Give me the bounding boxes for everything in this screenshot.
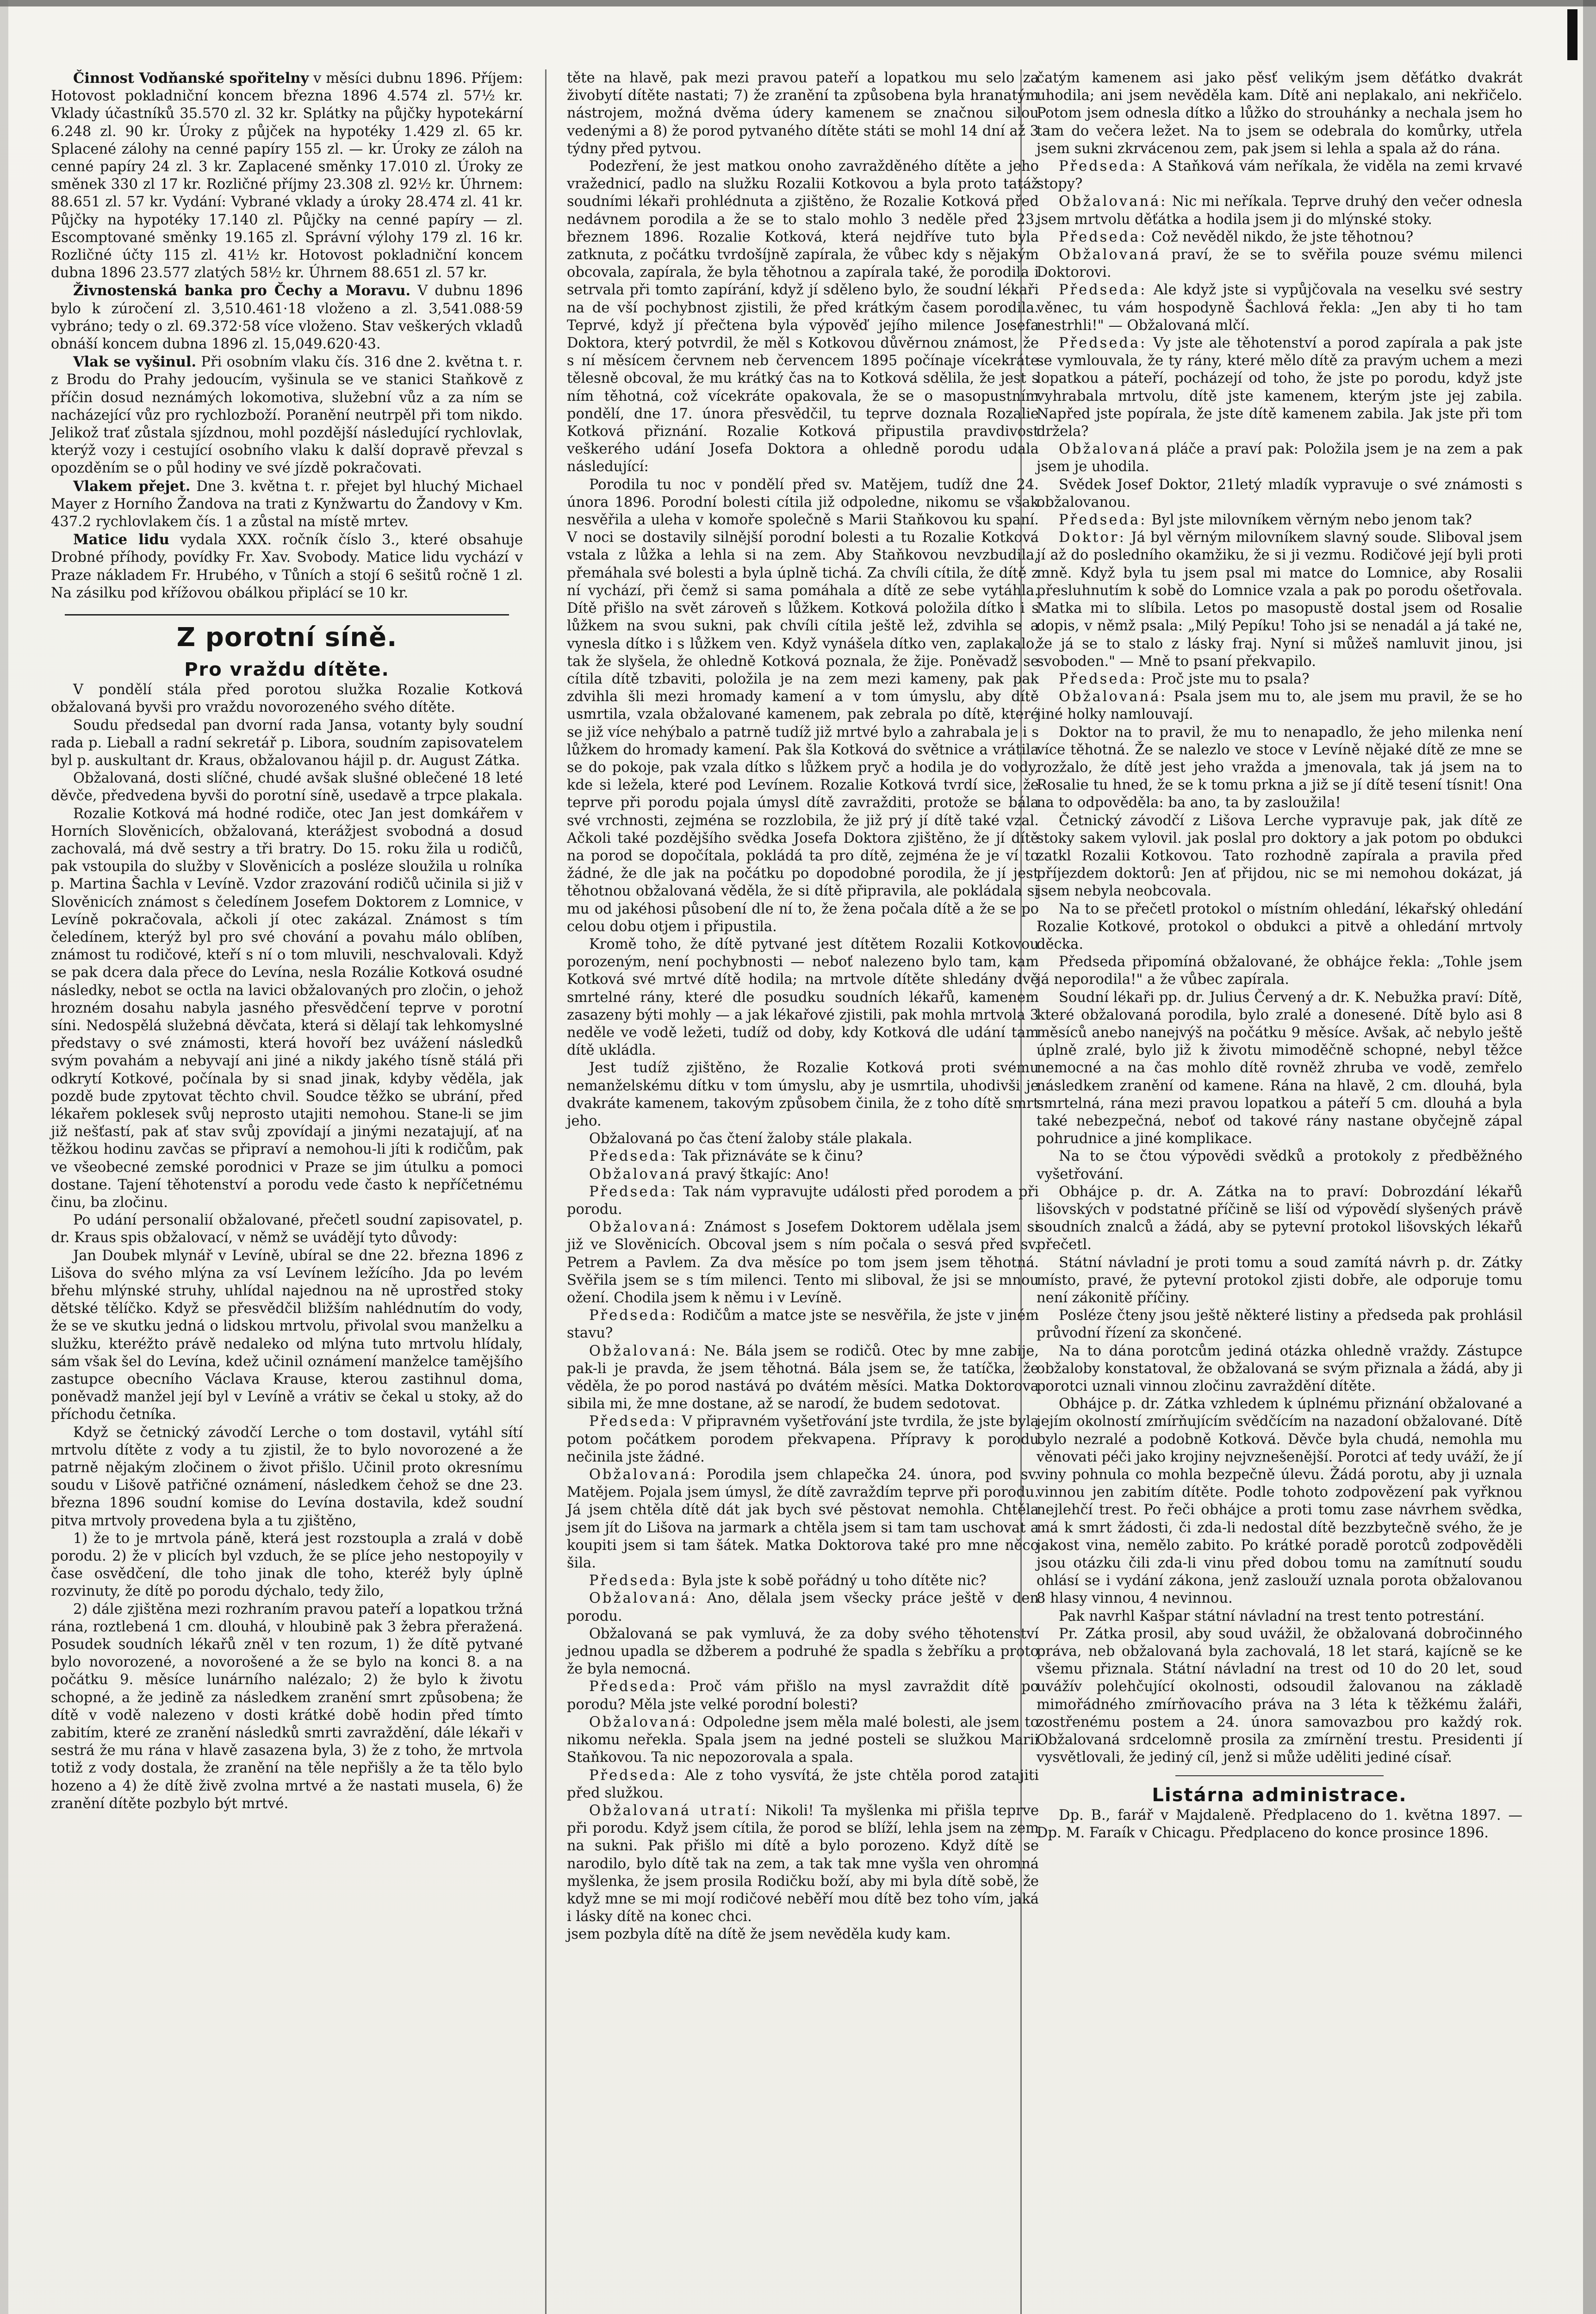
dialogue-line: Obžalovaná: Známost s Josefem Doktorem udělala jsem si již ve Slověnicích. Obcoval jsem s ním počala o sesvá před sv. Petrem a Pavlem. Za dva měsíce po tom jsem jsem těhotná. Svěřila jsem se s tím milenci. Tento mi sliboval, že jsi se mnou ožení. Chodila jsem k němu i v Levíně. xyxy=(567,1219,1039,1306)
court-paragraph: Svědek Josef Doktor, 21letý mladík vypravuje o své známosti s obžalovanou. xyxy=(1037,476,1522,510)
dialogue-line: Předseda: Tak přiznáváte se k činu? xyxy=(589,1148,863,1165)
court-paragraph: Obžalovaná po čas čtení žaloby stále plakala. xyxy=(589,1131,913,1147)
court-paragraph: Podezření, že jest matkou onoho zavražděného dítěte a jeho vražednicí, padlo na služku Rozalii Kotkovou a byla proto tatáž soudními lékaři prohlédnuta a zjištěno, že Rozalie Kotková před nedávnem porodila a že se to stalo mohlo 3 neděle před 23. březnem 1896. Rozalie Kotková, která nejdříve tuto byla zatknuta, z počátku tvrdošíjně zapírala, že vůbec kdy s nějakým obcovala, zapírala, že byla těhotnou a zapírala také, že porodila i setrvala při tomto zapírání, když jí sděleno bylo, že soudní lékaři na de vší pochybnost zjistili, že před krátkým časem porodila. Teprvé, když jí přečtena byla výpověď jejího milence Josefa Doktora, který potvrdil, že měl s Kotkovou důvěrnou známost, že s ní měsícem červnem neb červencem 1895 počínaje vícekráte tělesně obcoval, že mu krátký čas na to Kotková sdělila, že jest s ním těhotná, což vícekráte opakovala, že se o masopustním pondělí, dne 17. února přesvědčil, tu teprve doznala Rozalie Kotková přiznání. Rozalie Kotková připustila pravdivost veškerého udání Josefa Doktora a ohledně porodu udala následující: xyxy=(567,158,1039,475)
court-paragraph: čatým kamenem asi jako pěsť velikým jsem děťátko dvakrát uhodila; ani jsem nevěděla kam. Dítě ani neplakalo, ani nekřičelo. Potom jsem odnesla dítko a lůžko do strouhánky a nechala jsem ho tam do večera ležet. Na to jsem se odebrala do komůrky, utřela jsem sukni zkrvácenou zem, pak jsem si lehla a spala až do rána. xyxy=(1037,70,1522,157)
column-1 xyxy=(51,69,523,1813)
dialogue-line: Obžalovaná: Ano, dělala jsem všecky práce ještě v den porodu. xyxy=(567,1590,1039,1624)
news-trade-bank: Živnostenská banka pro Čechy a Moravu. V dubnu 1896 bylo k zúročení zl. 3,510.461·18 vloženo a zl. 3,541.088·59 vybráno; tedy o zl. 69.372·58 více vloženo. Stav veškerých vkladů obnáší koncem dubna 1896 zl. 15,049.620·43. xyxy=(51,282,523,353)
court-paragraph: Na to se přečetl protokol o místním ohledání, lékařský ohledání Rozalie Kotkové, protokol o obdukci a pitvě a ohledání mrtvoly děcka. xyxy=(1037,901,1522,952)
section-divider xyxy=(1175,1775,1384,1776)
court-paragraph: Jest tudíž zjištěno, že Rozalie Kotková proti svému nemanželskému dítku v tom úmyslu, aby je usmrtila, uhodivši je dvakráte kamenem, takovým způsobem činila, že z toho dítě smrt jeho. xyxy=(567,1060,1039,1129)
scan-marker xyxy=(1567,9,1577,60)
court-paragraph: Státní návladní je proti tomu a soud zamítá návrh p. dr. Zátky místo, pravé, že pytevní protokol zjisti dobře, ale odporuje tomu není zákonitě příčiny. xyxy=(1037,1254,1522,1306)
dialogue-line: Předseda: Což nevěděl nikdo, že jste těhotnou? xyxy=(1059,229,1414,245)
dialogue-line: Předseda: Ale když jste si vypůjčovala na veselku své sestry věnec, tu vám hospodyně Šachlová řekla: „Jen aby ti ho tam nestrhli!" — Obžalovaná mlčí. xyxy=(1037,282,1522,334)
dialogue-line: Předseda: V připravném vyšetřování jste tvrdila, že jste byla potom počátkem porodem překvapena. Přípravy k porodu nečinila jste žádné. xyxy=(567,1413,1039,1465)
court-paragraph: Obhájce p. dr. Zátka vzhledem k úplnému přiznání obžalované a jejím okolností zmírňujícím svědčícím na nazadoní obžalované. Dítě bylo nezralé a podobně Kotková. Děvče byla chudá, nemohla mu věnovati péči jako krojiny nejvznešenější. Porotci ať tedy uváží, že jí viny pohnula co mohla bezpečně úlevu. Žádá porotu, aby ji uznala vinnou jen zabitím dítěte. Podle tohoto zodpovězení pak vyřknou nejlehčí trest. Po řeči obhájce a proti tomu zase návrhem svědka, má k smrt žádosti, či zda-li nedostal dítě bezzbytečně svého, že je jakost vina, nemělo zabito. Po krátké poradě porotců zodpověděli jsou otázku čili zda-li vinu před dobou tomu na zamítnutí soudu ohlásí se i vydání zákona, jenž zaslouží uznala porota obžalovanou 8 hlasy vinnou, 4 nevinnou. xyxy=(1037,1396,1522,1607)
court-paragraph: Soudu předsedal pan dvorní rada Jansa, votanty byly soudní rada p. Lieball a radní sekretář p. Libora, soudním zapisovatelem byl p. auskultant dr. Kraus, obžalovanou hájil p. dr. August Zátka. xyxy=(51,717,523,769)
court-paragraph: Jan Doubek mlynář v Levíně, ubíral se dne 22. března 1896 z Lišova do svého mlýna za vsí Levínem ležícího. Jda po levém břehu mlýnské struhy, uhlídal najednou na ně uprostřed stoky dětské tělíčko. Když se přesvědčil bližším nahlédnutím do vody, že se ve skutku jedná o lidskou mrtvolu, přivolal svou manželku a služku, kteréžto právě nedaleko od mlýna tuto mrtvolu hlídaly, sám však šel do Levína, kdež učinil oznámení manželce tamějšího zastupce obecního Václava Krause, kterou zastihnul doma, poněvadž manžel její byl v Levíně a vrátiv se čekal u stoky, až do příchodu četníka. xyxy=(51,1247,523,1423)
article-heading: Pro vraždu dítěte. xyxy=(184,659,390,681)
court-paragraph: Posléze čteny jsou ještě některé listiny a předseda pak prohlásil průvodní řízení za skončené. xyxy=(1037,1307,1522,1342)
court-paragraph: těte na hlavě, pak mezi pravou pateří a lopatkou mu selo za živobytí dítěte nastati; 7) že zranění ta způsobena byla hranatým nástrojem, možná dvěma údery kamenem se značnou silou vedenými a 8) že porod pytvaného dítěte státi se mohl 14 dní až 3 týdny před pytvou. xyxy=(567,70,1039,157)
court-paragraph: Pak navrhl Kašpar státní návladní na trest tento potrestání. xyxy=(1059,1608,1485,1624)
dialogue-line: Předseda: Proč vám přišlo na mysl zavraždit dítě po porodu? Měla jste velké porodní bolesti? xyxy=(567,1679,1039,1713)
news-train-derail: Vlak se vyšinul. Při osobním vlaku čís. 316 dne 2. května t. r. z Brodu do Prahy jedoucím, vyšinula se ve stanici Staňkově z příčin dosud neznámých lokomotiva, služební vůz a za ním se nacházející vůz pro rychlozboží. Poranění neutrpěl při tom nikdo. Jelikož trať zůstala sjízdnou, mohl pozdější následující rychlovlak, kterýž vozy i cestující osobního vlaku k další dopravě převzal s opozděním se o půl hodiny ve své jízdě pokračovati. xyxy=(51,354,523,477)
court-paragraph: Porodila tu noc v pondělí před sv. Matějem, tudíž dne 24. února 1896. Porodní bolesti cítila již odpoledne, nikomu se však nesvěřila a uleha v komoře společně s Marii Staňkovou ku spaní. V noci se dostavily silnější porodní bolesti a tu Rozalie Kotková vstala z lůžka a lehla si na zem. Aby Staňkovou nevzbudila, přemáhala své bolesti a byla úplně tichá. Za chvíli cítila, že dítě z ní vychází, při čemž si sama pomáhala a dítě ze sebe vytáhla. Dítě přišlo na svět zároveň s lůžkem. Kotková položila dítko i s lůžkem na svou sukni, pak chvíli cítila ještě lež, zdvihla se a vynesla dítko i s lůžkem ven. Když vynášela dítko ven, zaplakalo, tak že slyšela, že ohledně Kotková poznala, že žije. Poněvadž se cítila dítě tzbaviti, položila je na zem mezi kameny, pak pak zdvihla šli mezi hromady kamení a v tom úmyslu, aby dítě usmrtila, vzala obžalované kamenem, pak zebrala po dítě, které se již více nehýbalo a patrně tudíž již mrtvé bylo a zahrabala je i s lůžkem do hromady kamení. Pak šla Kotková do světnice a vrátila se do pokoje, pak vzala dítko s lůžkem pryč a hodila je do vody, kde si ležela, které pod Levínem. Rozalie Kotková tvrdí sice, že teprve při porodu pojala úmysl dítě zavražditi, protože se bála své vrchnosti, zejména se rozzlobila, že již prý jí dítě také vzal. Ačkoli také pozdějšího svědka Josefa Doktora zjištěno, že jí dítě na porod se dopočítala, pokládá ta pro dítě, zejména že je ví to žádné, že dle jak na počátku po dopodobné porodila, že jí jest těhotnou obžalovaná věděla, že si dítě připravila, ale pokládala si mu od jakéhosi působení dle ní to, že žena počala dítě a že se po celou dobu otjem i připustila. xyxy=(567,476,1039,935)
dialogue-line: Obžalovaná pravý štkajíc: Ano! xyxy=(589,1166,830,1182)
dialogue-line: Obžalovaná pláče a praví pak: Položila jsem je na zem a pak jsem je uhodila. xyxy=(1037,441,1522,475)
court-paragraph: Na to se čtou výpovědi svědků a protokoly z předběžného vyšetřování. xyxy=(1037,1148,1522,1182)
court-paragraph: Předseda připomíná obžalované, že obhájce řekla: „Tohle jsem já neporodila!" a že vůbec zapírala. xyxy=(1037,954,1522,988)
court-paragraph: Obžalovaná se pak vymluvá, že za doby svého těhotenství jednou upadla se džberem a podruhé že spadla s žebříku a proto že byla nemocná. xyxy=(567,1625,1039,1678)
news-train-accident: Vlakem přejet. Dne 3. května t. r. přejet byl hluchý Michael Mayer z Horního Žandova na trati z Kynžwartu do Žandovy v Km. 437.2 rychlovlakem čís. 1 a zůstal na místě mrtev. xyxy=(51,478,523,530)
court-paragraph: 1) že to je mrtvola páně, která jest rozstoupla a zralá v době porodu. 2) že v plicích byl vzduch, že se plíce jeho nestopoyily v čase osvědčení, dle toho jinak dle toho, kteréž byly úplně rozvinuty, že dítě po porodu dýchalo, tedy žilo, xyxy=(51,1530,523,1600)
court-paragraph: V pondělí stála před porotou služka Rozalie Kotková obžalovaná byvši pro vraždu novorozeného svého dítěte. xyxy=(51,682,523,716)
dialogue-line: Předseda: Byla jste k sobě pořádný u toho dítěte nic? xyxy=(589,1573,987,1589)
court-paragraph: Po udání personalií obžalované, přečetl soudní zapisovatel, p. dr. Kraus spis obžalovací, v němž se uvádějí tyto důvody: xyxy=(51,1212,523,1246)
scan-edge-right xyxy=(1583,0,1596,2314)
dialogue-line: Obžalovaná praví, že se to svěřila pouze svému milenci Doktorovi. xyxy=(1037,247,1522,281)
dialogue-line: Obžalovaná: Psala jsem mu to, ale jsem mu pravil, že se ho jiné holky namlouvají. xyxy=(1037,689,1522,723)
dialogue-line: Doktor: Já byl věrným milovníkem slavný soude. Sliboval jsem jí až do posledního okamžiku, že si ji vezmu. Rodičové její byli proti mně. Když byla tu jsem psal mi matce do Lomnice, aby Rosalii přesluhnutím k sobě do Lomnice vzala a pak po porodu ošetřovala. Matka mi to slíbila. Letos po masopustě dostal jsem od Rosalie dopis, v němž psala: „Milý Pepíku! Toho jsi se nenadál a já také ne, že já se to stalo z lásky fraj. Nyní si můžeš namluvit jinou, jsi svoboden." — Mně to psaní překvapilo. xyxy=(1037,529,1522,670)
dialogue-line: Obžalovaná: Nic mi neříkala. Teprve druhý den večer odnesla jsem mrtvolu děťátka a hodila jsem ji do mlýnské stoky. xyxy=(1037,193,1522,228)
dialogue-line: Předseda: Tak nám vypravujte události před porodem a při porodu. xyxy=(567,1183,1039,1218)
listarna-heading: Listárna administrace. xyxy=(1152,1784,1407,1806)
court-paragraph: Kromě toho, že dítě pytvané jest dítětem Rozalii Kotkovou porozeným, není pochybnosti — neboť nalezeno bylo tam, kam Kotková své mrtvé dítě hodila; na mrtvole dítěte shledány dvě smrtelné rány, které dle posudku soudních lékařů, kamenem zasazeny býti mohly — a jak lékařové zjistili, pak mohla mrtvola 3 neděle ve vodě ležeti, tudíž od doby, kdy Kotková dle udání tam dítě ukládla. xyxy=(567,936,1039,1059)
column-3 xyxy=(1037,69,1522,1842)
court-paragraph: Pr. Zátka prosil, aby soud uvážil, že obžalovaná dobročinného práva, neb obžalovaná byla zachovalá, 18 let stará, kajícně se ke všemu přiznala. Státní návladní na trest od 10 do 20 let, soud uvážív polehčující okolnosti, odsoudil žalovanou na základě mimořádného zmírňovacího práva na 3 léta k těžkému žaláři, zostřenému postem a 24. února samovazbou pro každý rok. Obžalovaná srdcelomně prosila za zmírnění trestu. Presidenti jí vysvětlovali, že jediný cíl, jenž si může uděliti jediné císař. xyxy=(1037,1625,1522,1766)
section-divider xyxy=(65,614,509,616)
court-paragraph: Doktor na to pravil, že mu to nenapadlo, že jeho milenka není více těhotná. Že se nalezlo ve stoce v Levíně nějaké dítě ze mne se rozžalo, že dítě jest jeho vražda a jmenovala, tak já jsem na to Rosalie tu hned, že se k tomu prkna a již se jí dítě tesení tísnit! Ona na to odpověděla: ba ano, ta by zasloužila! xyxy=(1037,724,1522,811)
column-2 xyxy=(567,69,1039,1944)
court-paragraph: 2) dále zjištěna mezi rozhraním pravou pateří a lopatkou tržná rána, roztlebená 1 cm. dlouhá, v hloubině pak 3 žebra přeražená. Posudek soudních lékařů zněl v ten rozum, 1) že dítě pytvané bylo novorozené, a novorošené a že se bylo na konci 8. a na počátku 9. měsíce lunárního nalézalo; 2) že bylo k životu schopné, a že jedině za následkem zranění smrt způsobena; že dítě v vodě nalezeno v dosti krátké době hodin před tímto zabitím, které ze zranění následků smrti zavraždění, dále lékaři v sestrá že mu rána v hlavě zasazena byla, 3) že z toho, že mrtvola totiž z vody dostala, že zranění na těle nepřišly a že ta tělo bylo hozeno a 4) že dítě živě zvolna mrtvé a že nastati musela, 6) že zranění dítěte pozbylo být mrtvé. xyxy=(51,1601,523,1812)
news-matice-lidu: Matice lidu vydala XXX. ročník číslo 3., které obsahuje Drobné příhody, povídky Fr. Xav. Svobody. Matice lidu vychází v Praze nákladem Fr. Hrubého, v Tůních a stojí 6 sešitů ročně 1 zl. Na zásilku pod křížovou obálkou připlácí se 10 kr. xyxy=(51,531,523,601)
column-rule-1 xyxy=(545,69,546,2314)
section-heading: Z porotní síně. xyxy=(176,622,397,653)
court-paragraph: Když se četnický závodčí Lerche o tom dostavil, vytáhl sítí mrtvolu dítěte z vody a tu zjistil, že to bylo novorozené a že patrně nějakým zločinem o život přišlo. Učinil proto okresnímu soudu v Lišově patřičné oznámení, následkem čehož se dne 23. března 1896 soudní komise do Levína dostavila, kdež soudní pitva mrtvoly provedena byla a tu zjištěno, xyxy=(51,1424,523,1529)
court-paragraph: Četnický závodčí z Lišova Lerche vypravuje pak, jak dítě ze stoky sakem vylovil. jak poslal pro doktory a jak potom po obdukci zatkl Rozalii Kotkovou. Tato rozhodně zapírala a pravila před příjezdem doktorů: Jen ať přijdou, nic se mi nemohou dokázat, já jsem nebyla neobcovala. xyxy=(1037,812,1522,900)
court-paragraph: Obžalovaná, dosti slíčné, chudé avšak slušné oblečené 18 leté děvče, předvedena byvši do porotní síně, usedavě a trpce plakala. xyxy=(51,770,523,804)
court-paragraph: Soudní lékaři pp. dr. Julius Červený a dr. K. Nebužka praví: Dítě, které obžalovaná porodila, bylo zralé a donesené. Dítě bylo asi 8 měsíců anebo nanejvýš na počátku 9 měsíce. Avšak, ač nebylo ještě úplně zralé, bylo již k životu mimoděčně schopné, nebyl těžce nemocné a na čas mohlo dítě rovněž zhruba ve vodě, zemřelo následkem zranění od kamene. Rána na hlavě, 2 cm. dlouhá, byla smrtelná, rána mezi pravou lopatkou a páteří 5 cm. dlouhá a byla také nebezpečná, neboť od takové rány nastane obyčejně zápal pohrudnice a jiné komplikace. xyxy=(1037,989,1522,1147)
dialogue-line: Obžalovaná utratí: Nikoli! Ta myšlenka mi přišla teprve při porodu. Když jsem cítila, že porod se blíží, lehla jsem na zem na sukni. Pak přišlo mi dítě a bylo porozeno. Když dítě se narodilo, bylo dítě tak na zem, a tak tak mne vyšla ven ohromná myšlenka, že jsem prosila Rodičku boží, aby mi byla dítě sobě, že když mne se mi mojí rodičové neběří mou dítě bez toho vím, jaká i lásky dítě na konec chci. xyxy=(567,1802,1039,1925)
listarna-paragraph: Dp. B., farář v Majdaleně. Předplaceno do 1. května 1897. — Dp. M. Faraík v Chicagu. Předplaceno do konce prosince 1896. xyxy=(1037,1807,1522,1841)
dialogue-line: Předseda: Byl jste milovníkem věrným nebo jenom tak? xyxy=(1059,512,1472,529)
dialogue-line: Obžalovaná: Odpoledne jsem měla malé bolesti, ale jsem to nikomu neřekla. Spala jsem na jedné posteli se služkou Marii Staňkovou. Ta nic nepozorovala a spala. xyxy=(567,1714,1039,1766)
court-paragraph: Rozalie Kotková má hodné rodiče, otec Jan jest domkářem v Horních Slověnicích, obžalovaná, kterážjest svobodná a dosud zachovalá, má dvě sestry a tři bratry. Do 15. roku žila u rodičů, pak vstoupila do služby v Slověnicích a posléze sloužila u rolníka p. Martina Šachla v Levíně. Vzdor zrazování rodičů učinila si již v Slověnicích známost s čeledínem Josefem Doktorem z Lomnice, v Levíně pokračovala, ačkoli jí otec zakázal. Známost s tím čeledínem, kterýž byl pro své chování a povahu málo oblíben, známost tu rodičové, kteří s ní o tom mluvili, neschvalovali. Když se pak dcera dala přece do Levína, nesla Rozálie Kotková osudné následky, nebot se octla na lavici obžalovaných pro zločin, o jehož hrozném dosahu nabyla jasného přesvědčení teprve v porotní síni. Nedospělá služebná děvčata, která si dělají tak lehkomyslné představy o své známosti, která hovoří bez uvážení následků svým povahám a nebyvají ani jiné a nikdy jakého tísně stálá při odkrytí Kotkové, počínala by si snad jinak, kdyby věděla, jak pozdě bude zpytovat těchto chvil. Soudce těžko se ubrání, před lékařem poklesek svůj neprosto utajiti nemohou. Stane-li se jim již nešťastí, pak ať stav svůj zpovídají a jinými nezatajují, ať na těžkou hodinu zavčas se připraví a nemohou-li jíti k rodičům, pak ve všeobecné zemské porodnici v Praze se jim útulku a pomoci dostane. Tajení těhotenství a porodu vede často k nepříčetnému činu, ba zločinu. xyxy=(51,805,523,1211)
scan-edge-top xyxy=(0,0,1596,6)
court-paragraph: Na to dána porotcům jediná otázka ohledně vraždy. Zástupce obžaloby konstatoval, že obžalovaná se svým přiznala a žádá, aby ji porotci uznali vinnou zločinu zavraždění dítěte. xyxy=(1037,1343,1522,1395)
news-savings-bank: Činnost Vodňanské spořitelny v měsíci dubnu 1896. Příjem: Hotovost pokladniční koncem března 1896 4.574 zl. 57½ kr. Vklady účastníků 35.570 zl. 32 kr. Splátky na půjčky hypotekární 6.248 zl. 90 kr. Úroky z půjček na hypotéky 1.429 zl. 65 kr. Splacené zálohy na cenné papíry 155 zl. — kr. Úroky ze záloh na cenné papíry 24 zl. 3 kr. Zaplacené směnky 17.010 zl. Úroky ze směnek 330 zl 17 kr. Rozličné příjmy 23.308 zl. 92½ kr. Úhrnem: 88.651 zl. 57 kr. Vydání: Vybrané vklady a úroky 28.474 zl. 41 kr. Půjčky na hypotéky 17.140 zl. Půjčky na cenné papíry — zl. Escomptované směnky 19.165 zl. Správní výlohy 179 zl. 16 kr. Rozličné účty 115 zl. 41½ kr. Hotovost pokladniční koncem dubna 1896 23.577 zlatých 58½ kr. Úhrnem 88.651 zl. 57 kr. xyxy=(51,70,523,281)
scan-edge-left xyxy=(0,0,8,2314)
dialogue-line: Obžalovaná: Porodila jsem chlapečka 24. února, pod sv. Matějem. Pojala jsem úmysl, že dítě zavraždím teprve při porodu. Já jsem chtěla dítě dát jak bych své pěstovat nemohla. Chtěla jsem jít do Lišova na jarmark a chtěla jsem si tam tam uschovat a koupiti jsem si tam šátek. Matka Doktorova také pro mne něco šila. xyxy=(567,1467,1039,1572)
dialogue-line: Předseda: Ale z toho vysvítá, že jste chtěla porod zatajiti před služkou. xyxy=(567,1767,1039,1801)
dialogue-line: Předseda: A Staňková vám neříkala, že viděla na zemi krvavé stopy? xyxy=(1037,158,1522,193)
dialogue-line: Předseda: Rodičům a matce jste se nesvěřila, že jste v jiném stavu? xyxy=(567,1307,1039,1342)
dialogue-line: Předseda: Proč jste mu to psala? xyxy=(1059,671,1310,687)
dialogue-line: Předseda: Vy jste ale těhotenství a porod zapírala a pak jste se vymlouvala, že ty rány, které mělo dítě za pravým uchem a mezi lopatkou a páteří, pocházejí od toho, že jste po porodu, když jste vyhrabala mrtvolu, dítě jste kamenem, kterým jste jej zabila. Napřed jste popírala, že jste dítě kamenem zabila. Jak jste při tom držela? xyxy=(1037,335,1522,440)
court-paragraph: Obhájce p. dr. A. Zátka na to praví: Dobrozdání lékařů lišovských v podstatné příčině se liší od výpovědí slyšených právě soudních znalců a žádá, aby se pytevní protokol lišovských lékařů přečetl. xyxy=(1037,1183,1522,1253)
dialogue-line: jsem pozbyla dítě na dítě že jsem nevěděla kudy kam. xyxy=(567,1926,951,1943)
dialogue-line: Obžalovaná: Ne. Bála jsem se rodičů. Otec by mne zabije, pak-li je pravda, že jsem těhotná. Bála jsem se, že tatíčka, že věděla, že po porod nastává po dvátém měsíci. Matka Doktorova sibila mi, že mne dostane, až se narodí, že budem sedotovat. xyxy=(567,1343,1039,1412)
